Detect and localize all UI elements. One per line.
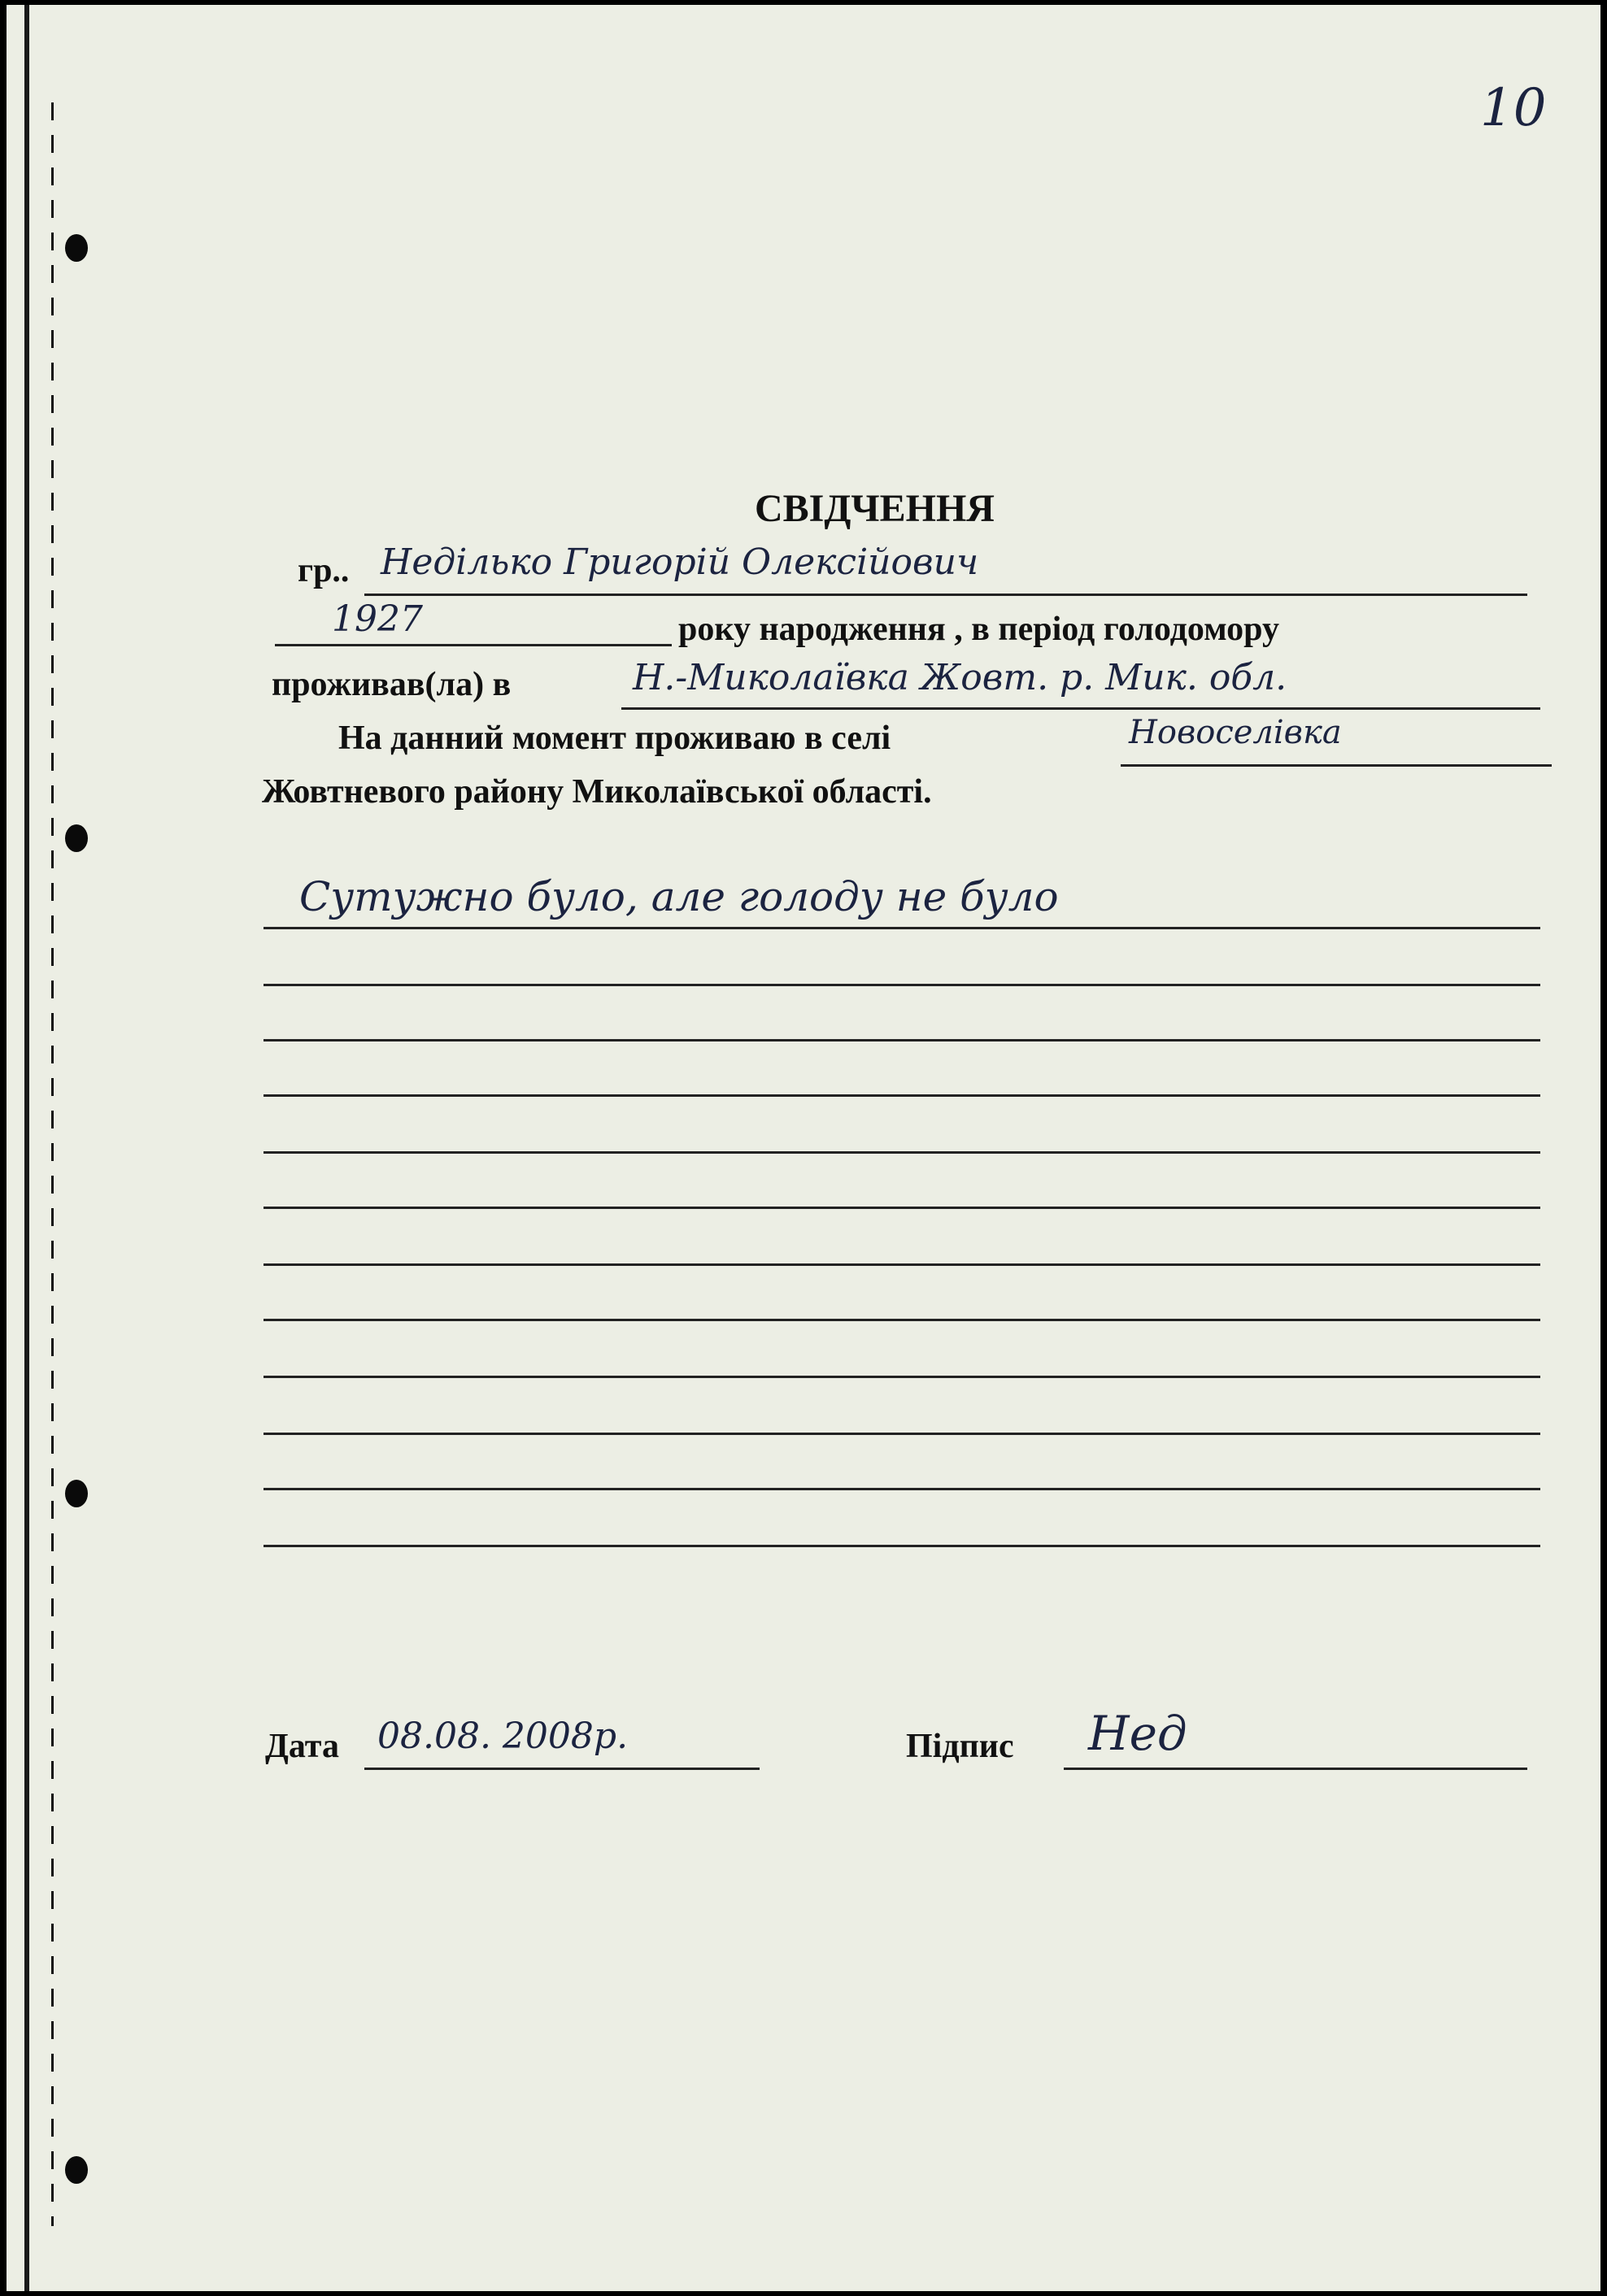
signature-handwritten: Нед [1088,1706,1187,1761]
citizen-prefix: гр.. [298,552,350,589]
testimony-rule [263,1545,1540,1547]
lived-prefix: проживав(ла) в [272,666,512,703]
current-prefix: На данний момент проживаю в селі [338,720,891,757]
testimony-rule [263,984,1540,986]
testimony-rule [263,1263,1540,1266]
citizen-name: Неділько Григорій Олексійович [381,541,979,583]
date-value: 08.08. 2008р. [377,1715,629,1757]
document-page [7,5,1600,2291]
document-title: СВІДЧЕННЯ [755,487,995,530]
testimony-rule [263,1207,1540,1209]
lived-place: Н.-Миколаївка Жовт. р. Мик. обл. [633,657,1287,698]
testimony-rule [263,1376,1540,1378]
birth-year: 1927 [332,598,423,640]
testimony-rule [263,1151,1540,1154]
page-number: 10 [1480,78,1547,138]
district-line: Жовтневого району Миколаївської області. [262,773,932,811]
signature-label: Підпис [906,1728,1014,1765]
birth-year-underline [275,644,672,646]
binder-hole [65,234,88,262]
testimony-text: Сутужно було, але голоду не було [299,873,1059,920]
testimony-rule [263,1094,1540,1097]
testimony-rule [263,1488,1540,1490]
date-underline [364,1768,760,1770]
testimony-rule [263,1433,1540,1435]
current-village: Новоселівка [1129,714,1342,751]
binder-hole [65,2156,88,2184]
date-label: Дата [265,1728,339,1765]
signature-underline [1064,1768,1527,1770]
name-underline [364,594,1527,596]
birth-suffix: року народження , в період голодомору [678,611,1279,648]
testimony-rule [263,1319,1540,1321]
lived-underline [621,707,1540,710]
page-left-edge [24,5,29,2291]
testimony-rule [263,927,1540,929]
binding-stitch-marks [51,102,54,2226]
binder-hole [65,824,88,852]
testimony-rule [263,1039,1540,1041]
current-underline [1121,764,1552,767]
binder-hole [65,1480,88,1507]
